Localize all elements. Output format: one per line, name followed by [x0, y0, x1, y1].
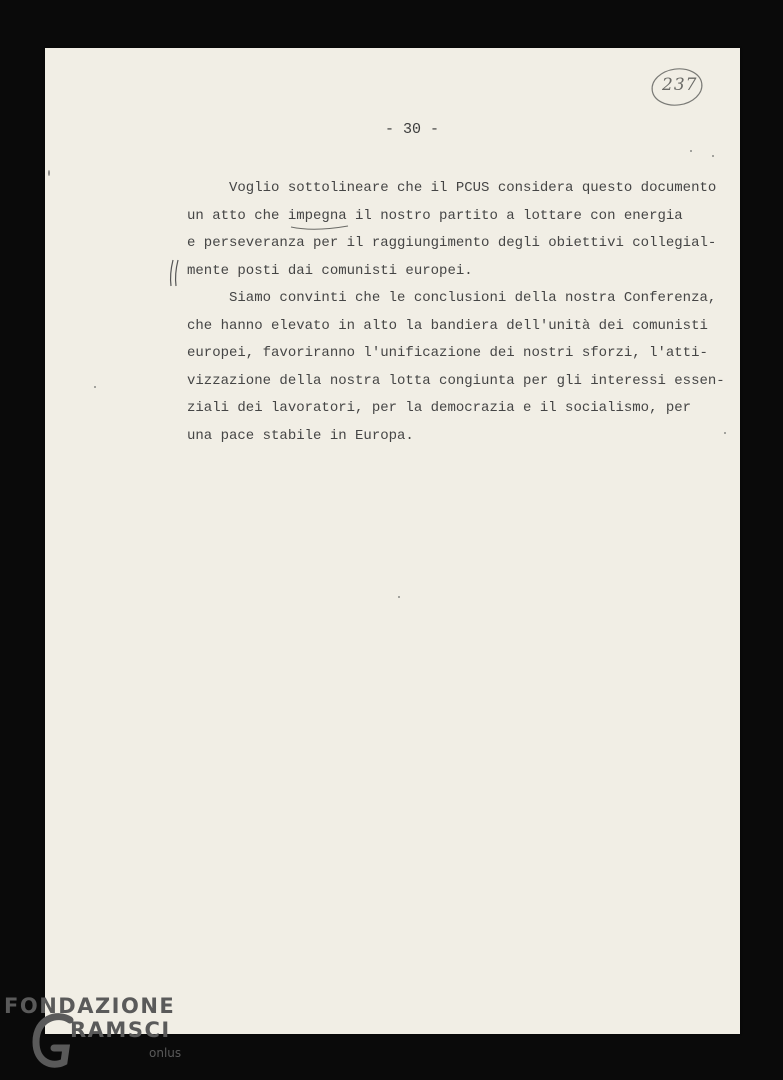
text-line: Siamo convinti che le conclusioni della nostra Conferenza, [187, 290, 717, 306]
archive-number: 237 [662, 75, 698, 95]
text-line: europei, favoriranno l'unificazione dei nostri sforzi, l'atti- [187, 345, 708, 361]
margin-mark-icon [168, 258, 182, 288]
archive-number-stamp [650, 66, 702, 106]
paper-speck [690, 150, 692, 152]
text-line: mente posti dai comunisti europei. [187, 262, 473, 279]
gramsci-g-logo-icon [30, 1012, 74, 1070]
text-line: che hanno elevato in alto la bandiera dell'unità dei comunisti [187, 317, 708, 334]
watermark-logo [2, 994, 202, 1074]
paper-speck [398, 596, 400, 598]
text-line: una pace stabile in Europa. [187, 427, 414, 444]
paper-speck [94, 386, 96, 388]
text-line: vizzazione della nostra lotta congiunta per gli interessi essen- [187, 372, 725, 389]
handwritten-underline-icon [290, 224, 350, 232]
text-line: Voglio sottolineare che il PCUS considera questo documento [187, 180, 717, 196]
paper-speck [48, 170, 50, 176]
text-line: un atto che impegna il nostro partito a lottare con energia [187, 207, 683, 224]
watermark-line2: RAMSCI [70, 1018, 171, 1042]
text-line: e perseveranza per il raggiungimento degli obiettivi collegial- [187, 235, 717, 251]
text-line: ziali dei lavoratori, per la democrazia e il socialismo, per [187, 400, 692, 416]
watermark-line3: onlus [149, 1046, 182, 1060]
page-number: - 30 - [385, 121, 440, 138]
body-text [187, 175, 747, 450]
paper-speck [724, 432, 726, 434]
paper-speck [712, 155, 714, 157]
watermark-line1: FONDAZIONE [4, 994, 176, 1018]
